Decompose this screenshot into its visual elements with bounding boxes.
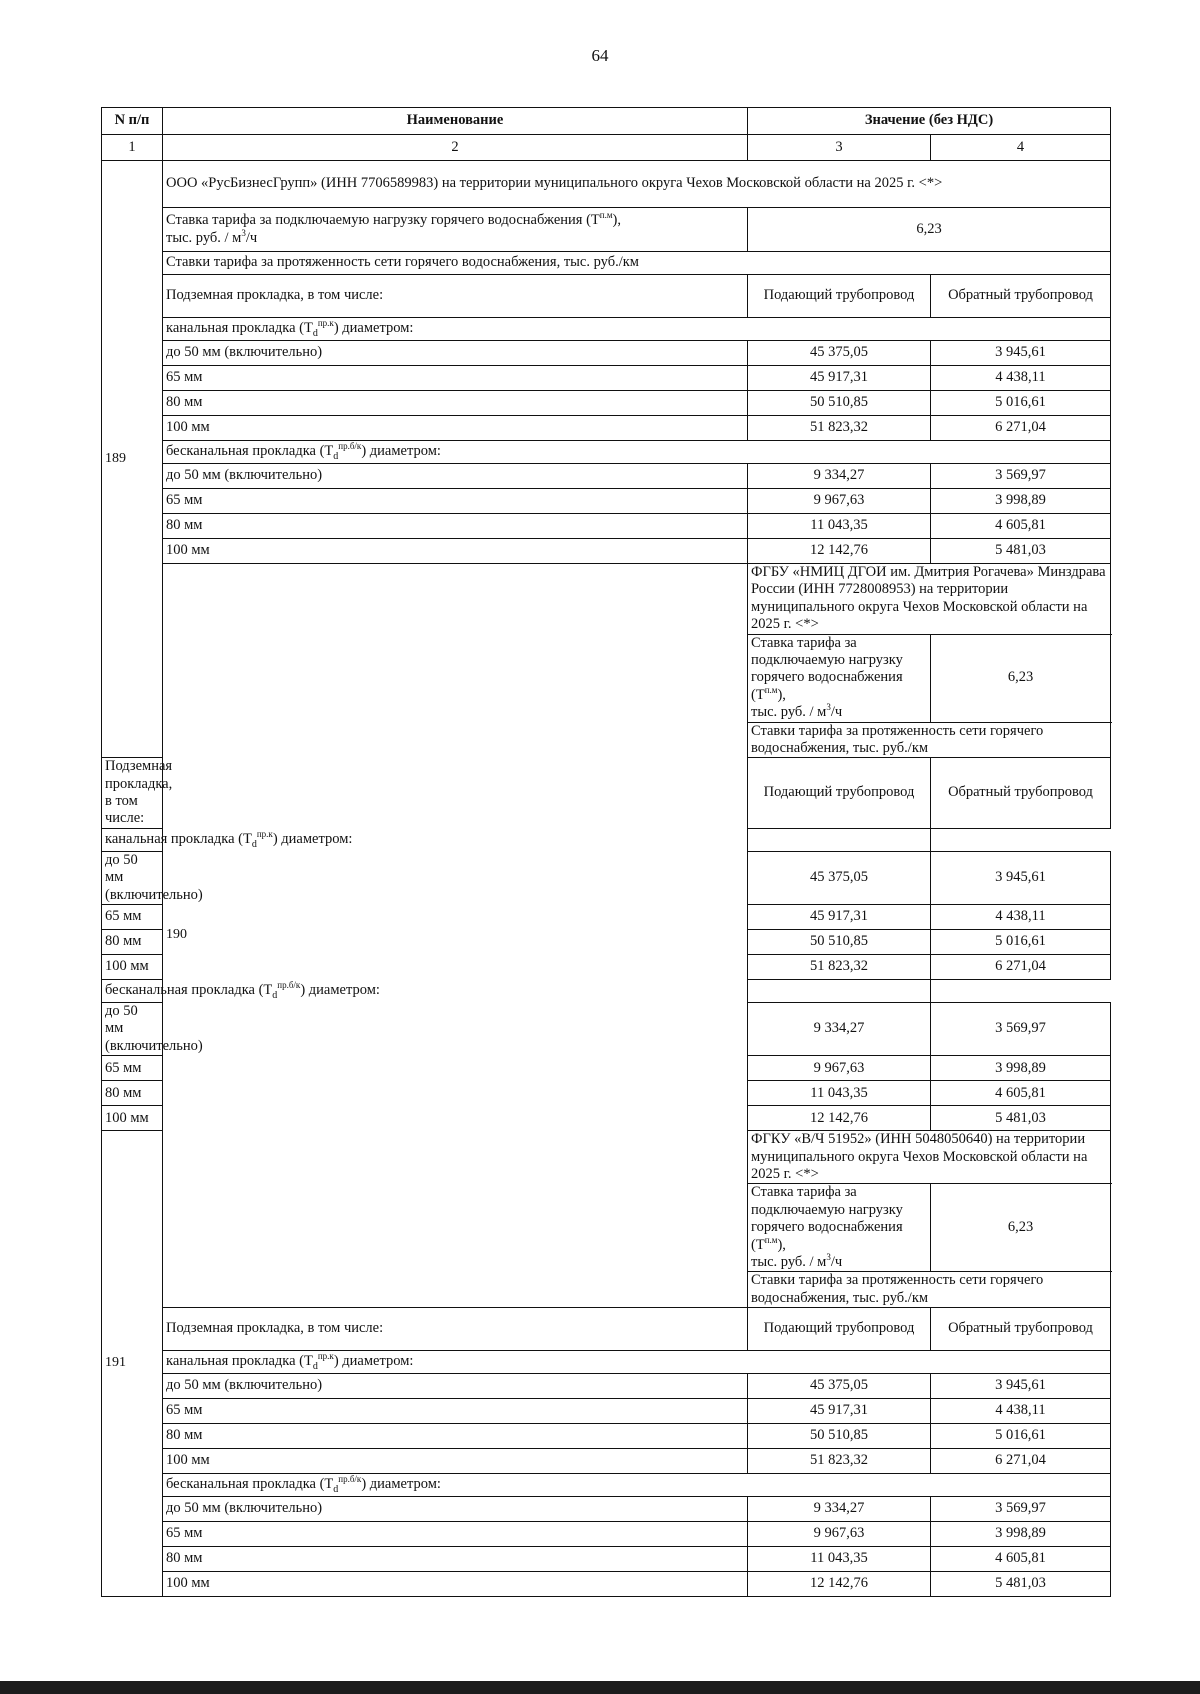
diameter-row <box>102 539 1111 564</box>
return-pipe-header: Обратный трубопровод <box>931 758 1111 829</box>
diameter-label: до 50 мм (включительно) <box>163 341 748 366</box>
diameter-label: 80 мм <box>163 391 748 416</box>
rate-label-text: ), <box>612 212 621 229</box>
rate-value: 6,23 <box>931 1184 1111 1272</box>
diameter-label: 100 мм <box>102 955 163 980</box>
scan-edge-band <box>0 1681 1200 1694</box>
underground-label: Подземная прокладка, в том числе: <box>102 758 163 829</box>
supply-value: 12 142,76 <box>748 1572 931 1597</box>
diameter-label: 100 мм <box>163 1572 748 1597</box>
supply-value: 9 967,63 <box>748 489 931 514</box>
network-rates-row <box>102 252 1111 275</box>
supply-value: 51 823,32 <box>748 1449 931 1474</box>
rate-row <box>102 208 1111 252</box>
channelless-laying-text: ) диаметром: <box>361 443 441 460</box>
channel-laying-superscript: пр.к <box>317 1351 334 1362</box>
column-number: 3 <box>748 135 931 161</box>
network-rates-label: Ставки тарифа за протяженность сети горячего водоснабжения, тыс. руб./км <box>163 252 1111 275</box>
entry-title-row <box>102 564 1111 635</box>
diameter-label: 80 мм <box>163 1547 748 1572</box>
rate-label-text: ), <box>777 686 786 703</box>
diameter-label: 65 мм <box>163 489 748 514</box>
return-value: 5 481,03 <box>931 1106 1111 1131</box>
supply-value: 50 510,85 <box>748 391 931 416</box>
page-number: 64 <box>591 46 609 65</box>
diameter-row <box>102 1497 1111 1522</box>
diameter-label: 65 мм <box>163 1399 748 1424</box>
channelless-laying-text: бесканальная прокладка (Т <box>105 982 273 999</box>
diameter-label: 65 мм <box>163 1522 748 1547</box>
channel-laying-text: канальная прокладка (Т <box>166 1353 313 1370</box>
diameter-label: 100 мм <box>102 1106 163 1131</box>
column-number: 2 <box>163 135 748 161</box>
return-value: 5 481,03 <box>931 539 1111 564</box>
supply-value: 51 823,32 <box>748 955 931 980</box>
diameter-label: до 50 мм (включительно) <box>102 851 163 904</box>
supply-value: 45 375,05 <box>748 851 931 904</box>
channelless-laying-subscript: d <box>272 990 278 1002</box>
column-number-row <box>102 135 1111 161</box>
diameter-label: 80 мм <box>102 930 163 955</box>
return-value: 3 569,97 <box>931 1497 1111 1522</box>
channel-laying-text: ) диаметром: <box>333 320 414 337</box>
channelless-laying-subscript: d <box>333 1484 339 1496</box>
header-number: N п/п <box>102 108 163 135</box>
diameter-row <box>102 1522 1111 1547</box>
rate-unit-text: /ч <box>830 1253 843 1270</box>
channel-laying-text: канальная прокладка (Т <box>105 831 252 848</box>
diameter-row <box>102 1449 1111 1474</box>
return-value: 5 016,61 <box>931 930 1111 955</box>
table-header-row <box>102 108 1111 135</box>
return-value: 4 438,11 <box>931 905 1111 930</box>
channel-laying-text: ) диаметром: <box>333 1353 414 1370</box>
network-rates-label: Ставки тарифа за протяженность сети горячего водоснабжения, тыс. руб./км <box>748 722 1111 758</box>
rate-value: 6,23 <box>931 634 1111 722</box>
return-value: 3 569,97 <box>931 464 1111 489</box>
rate-unit-superscript: 3 <box>826 1252 831 1263</box>
diameter-row <box>102 1572 1111 1597</box>
return-value: 3 998,89 <box>931 489 1111 514</box>
supply-pipe-header: Подающий трубопровод <box>748 1308 931 1351</box>
rate-label-text: Ставка тарифа за подключаемую нагрузку горячего водоснабжения (Т <box>751 1184 903 1253</box>
header-name: Наименование <box>163 108 748 135</box>
supply-value: 45 375,05 <box>748 341 931 366</box>
rate-unit-superscript: 3 <box>826 702 831 713</box>
rate-label-text: ), <box>777 1236 786 1253</box>
channel-laying-subscript: d <box>251 839 257 851</box>
supply-value: 9 334,27 <box>748 1003 931 1056</box>
entry-title-row <box>102 161 1111 208</box>
channel-laying-subscript: d <box>312 1361 318 1373</box>
channelless-laying-text: бесканальная прокладка (Т <box>166 443 334 460</box>
channelless-laying-superscript: пр.б/к <box>338 1474 362 1485</box>
diameter-label: 80 мм <box>163 1424 748 1449</box>
return-pipe-header: Обратный трубопровод <box>931 275 1111 318</box>
channelless-laying-row <box>102 980 1111 1003</box>
supply-value: 12 142,76 <box>748 1106 931 1131</box>
diameter-label: 100 мм <box>163 539 748 564</box>
channelless-laying-text: бесканальная прокладка (Т <box>166 1476 334 1493</box>
return-value: 4 605,81 <box>931 1081 1111 1106</box>
diameter-label: до 50 мм (включительно) <box>163 1497 748 1522</box>
supply-value: 11 043,35 <box>748 514 931 539</box>
entry-number: 190 <box>163 564 748 1308</box>
return-value: 6 271,04 <box>931 1449 1111 1474</box>
diameter-row <box>102 1547 1111 1572</box>
rate-label-text: Ставка тарифа за подключаемую нагрузку горячего водоснабжения (Т <box>166 212 600 229</box>
return-value: 3 569,97 <box>931 1003 1111 1056</box>
supply-value: 11 043,35 <box>748 1547 931 1572</box>
rate-unit-superscript: 3 <box>241 227 246 238</box>
supply-value: 9 967,63 <box>748 1056 931 1081</box>
return-value: 4 438,11 <box>931 366 1111 391</box>
rate-value: 6,23 <box>748 208 1111 252</box>
rate-unit-text: /ч <box>830 704 843 721</box>
supply-value: 9 967,63 <box>748 1522 931 1547</box>
channel-laying-text: канальная прокладка (Т <box>166 320 313 337</box>
diameter-label: 80 мм <box>163 514 748 539</box>
diameter-label: до 50 мм (включительно) <box>102 1003 163 1056</box>
rate-unit-text: /ч <box>245 229 258 246</box>
supply-value: 9 334,27 <box>748 1497 931 1522</box>
rate-label-text: Ставка тарифа за подключаемую нагрузку горячего водоснабжения (Т <box>751 634 903 703</box>
channel-laying-label <box>163 1351 1111 1374</box>
underground-header-row <box>102 275 1111 318</box>
return-pipe-header: Обратный трубопровод <box>931 1308 1111 1351</box>
diameter-row <box>102 1374 1111 1399</box>
supply-value: 50 510,85 <box>748 930 931 955</box>
return-value: 3 945,61 <box>931 851 1111 904</box>
channelless-laying-row <box>102 441 1111 464</box>
supply-pipe-header: Подающий трубопровод <box>748 758 931 829</box>
header-value: Значение (без НДС) <box>748 108 1111 135</box>
diameter-row <box>102 489 1111 514</box>
channelless-laying-label <box>163 441 1111 464</box>
return-value: 3 998,89 <box>931 1056 1111 1081</box>
diameter-label: до 50 мм (включительно) <box>163 1374 748 1399</box>
supply-pipe-header: Подающий трубопровод <box>748 275 931 318</box>
diameter-row <box>102 391 1111 416</box>
entry-title: ФГКУ «В/Ч 51952» (ИНН 5048050640) на территории муниципального округа Чехов Московской области на 2025 г. <*> <box>748 1131 1111 1184</box>
return-value: 4 605,81 <box>931 1547 1111 1572</box>
rate-superscript: п.м <box>599 210 613 221</box>
diameter-row <box>102 1424 1111 1449</box>
supply-value: 51 823,32 <box>748 416 931 441</box>
network-rates-label: Ставки тарифа за протяженность сети горячего водоснабжения, тыс. руб./км <box>748 1272 1111 1308</box>
channel-laying-text: ) диаметром: <box>272 831 353 848</box>
diameter-row <box>102 416 1111 441</box>
underground-label: Подземная прокладка, в том числе: <box>163 275 748 318</box>
column-number: 1 <box>102 135 163 161</box>
rate-label <box>163 208 748 252</box>
channel-laying-superscript: пр.к <box>256 829 273 840</box>
return-value: 3 945,61 <box>931 341 1111 366</box>
diameter-row <box>102 1399 1111 1424</box>
channel-laying-row <box>102 318 1111 341</box>
rate-label <box>748 1184 931 1272</box>
channelless-laying-text: ) диаметром: <box>300 982 380 999</box>
rate-unit-text: тыс. руб. / м <box>166 229 242 246</box>
return-value: 5 016,61 <box>931 391 1111 416</box>
entry-number: 189 <box>102 161 163 758</box>
return-value: 3 945,61 <box>931 1374 1111 1399</box>
supply-value: 50 510,85 <box>748 1424 931 1449</box>
channel-laying-row <box>102 1351 1111 1374</box>
rate-unit-text: тыс. руб. / м <box>751 1253 827 1270</box>
channelless-laying-label <box>102 980 931 1003</box>
diameter-label: 65 мм <box>163 366 748 391</box>
supply-value: 45 917,31 <box>748 1399 931 1424</box>
channel-laying-subscript: d <box>312 328 318 340</box>
channel-laying-row <box>102 828 1111 851</box>
channelless-laying-subscript: d <box>333 451 339 463</box>
diameter-label: 65 мм <box>102 905 163 930</box>
channelless-laying-superscript: пр.б/к <box>277 980 301 991</box>
entry-number: 191 <box>102 1131 163 1597</box>
channelless-laying-text: ) диаметром: <box>361 1476 441 1493</box>
diameter-row <box>102 341 1111 366</box>
diameter-label: 100 мм <box>163 1449 748 1474</box>
underground-label: Подземная прокладка, в том числе: <box>163 1308 748 1351</box>
diameter-row <box>102 514 1111 539</box>
diameter-row <box>102 366 1111 391</box>
channel-laying-label <box>163 318 1111 341</box>
entry-title: ФГБУ «НМИЦ ДГОИ им. Дмитрия Рогачева» Минздрава России (ИНН 7728008953) на территории муниципального округа Чехов Московской области на 2025 г. <*> <box>748 564 1111 635</box>
diameter-label: 65 мм <box>102 1056 163 1081</box>
return-value: 4 438,11 <box>931 1399 1111 1424</box>
diameter-label: 100 мм <box>163 416 748 441</box>
supply-value: 45 917,31 <box>748 905 931 930</box>
channel-laying-label <box>102 828 931 851</box>
underground-header-row <box>102 1308 1111 1351</box>
channelless-laying-label <box>163 1474 1111 1497</box>
column-number: 4 <box>931 135 1111 161</box>
return-value: 6 271,04 <box>931 416 1111 441</box>
diameter-label: до 50 мм (включительно) <box>163 464 748 489</box>
supply-value: 9 334,27 <box>748 464 931 489</box>
return-value: 6 271,04 <box>931 955 1111 980</box>
diameter-row <box>102 464 1111 489</box>
channel-laying-superscript: пр.к <box>317 318 334 329</box>
return-value: 5 481,03 <box>931 1572 1111 1597</box>
entry-title: ООО «РусБизнесГрупп» (ИНН 7706589983) на территории муниципального округа Чехов Московской области на 2025 г. <*> <box>163 161 1111 208</box>
diameter-label: 80 мм <box>102 1081 163 1106</box>
return-value: 4 605,81 <box>931 514 1111 539</box>
supply-value: 11 043,35 <box>748 1081 931 1106</box>
rate-unit-text: тыс. руб. / м <box>751 704 827 721</box>
supply-value: 45 917,31 <box>748 366 931 391</box>
rate-superscript: п.м <box>764 684 778 695</box>
channelless-laying-superscript: пр.б/к <box>338 441 362 452</box>
return-value: 3 998,89 <box>931 1522 1111 1547</box>
supply-value: 45 375,05 <box>748 1374 931 1399</box>
return-value: 5 016,61 <box>931 1424 1111 1449</box>
supply-value: 12 142,76 <box>748 539 931 564</box>
rate-superscript: п.м <box>764 1234 778 1245</box>
channelless-laying-row <box>102 1474 1111 1497</box>
tariff-table <box>101 107 1111 1597</box>
rate-label <box>748 634 931 722</box>
